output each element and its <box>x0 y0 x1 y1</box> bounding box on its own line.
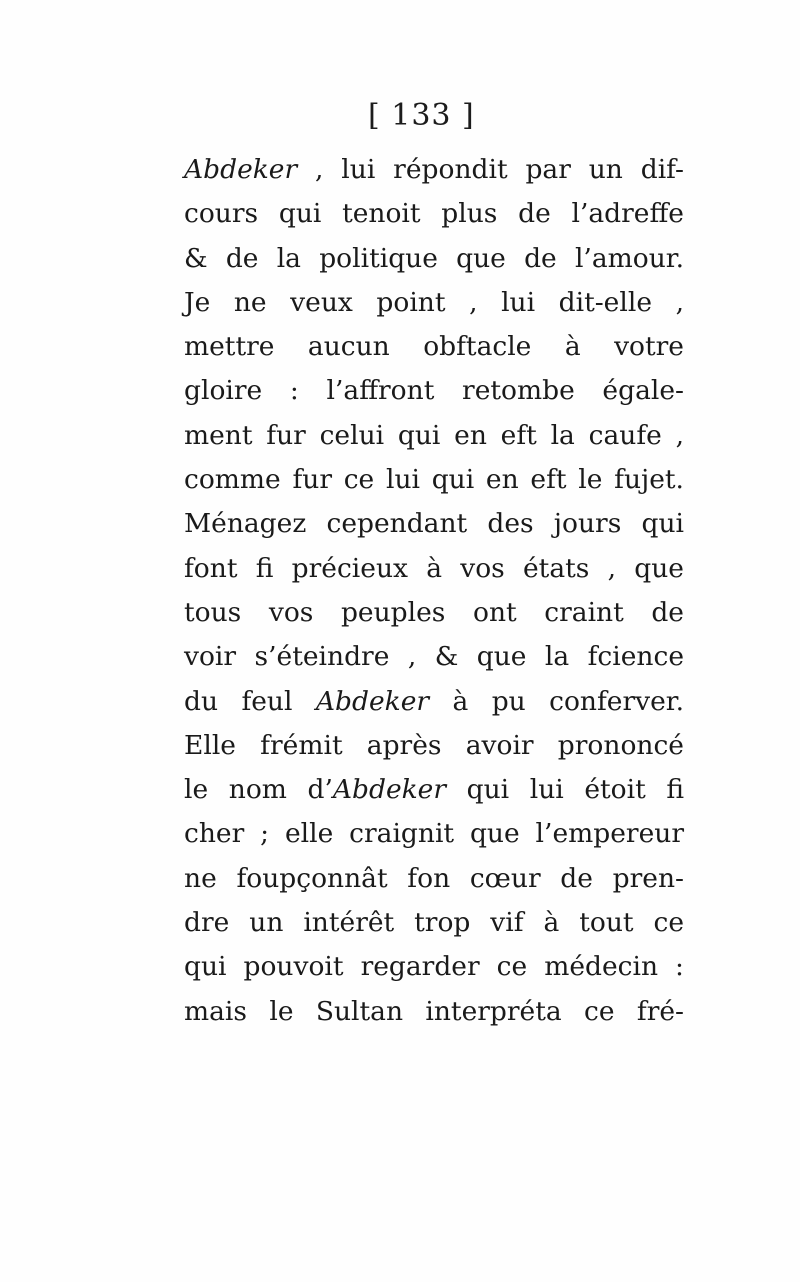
text-line <box>184 458 684 502</box>
text-run: Elle frémit après avoir prononcé <box>184 729 684 761</box>
text-line <box>184 724 684 768</box>
italic-name: Abdeker <box>184 154 298 185</box>
text-line <box>184 547 684 591</box>
text-run: dre un intérêt trop vif à tout ce <box>184 907 684 939</box>
text-run: mais le Sultan interpréta ce fré- <box>184 995 684 1027</box>
text-run: cours qui tenoit plus de l’adreffe <box>184 198 684 230</box>
text-run: voir s’éteindre , & que la fcience <box>184 641 684 673</box>
body-text <box>184 148 684 1034</box>
text-line <box>184 812 684 856</box>
text-run: , lui répondit par un dif- <box>297 154 684 185</box>
text-line <box>184 148 684 192</box>
text-line <box>184 857 684 901</box>
text-run: tous vos peuples ont craint de <box>184 596 684 628</box>
text-line <box>184 901 684 945</box>
text-line <box>184 369 684 413</box>
text-line <box>184 591 684 635</box>
text-line <box>184 192 684 236</box>
text-run: comme fur ce lui qui en eft le fujet. <box>184 464 684 496</box>
text-run: & de la politique que de l’amour. <box>184 242 684 274</box>
text-run: cher ; elle craignit que l’empereur <box>184 818 684 850</box>
text-run: font fi précieux à vos états , que <box>184 552 684 584</box>
text-run: gloire : l’affront retombe égale- <box>184 375 684 407</box>
text-line <box>184 502 684 546</box>
text-run: ment fur celui qui en eft la caufe , <box>184 419 684 451</box>
text-line <box>184 768 684 812</box>
text-line <box>184 325 684 369</box>
text-run: Ménagez cependant des jours qui <box>184 508 684 540</box>
text-line <box>184 680 684 724</box>
text-run: Je ne veux point , lui dit-elle , <box>184 286 684 318</box>
text-line <box>184 990 684 1034</box>
italic-name: Abdeker <box>332 774 447 806</box>
text-line <box>184 281 684 325</box>
page-number: [ 133 ] <box>368 98 475 133</box>
text-run: mettre aucun obftacle à votre <box>184 331 684 363</box>
text-line <box>184 635 684 679</box>
text-run: qui lui étoit fi <box>446 774 684 806</box>
text-run: ne foupçonnât fon cœur de pren- <box>184 862 684 894</box>
text-line <box>184 414 684 458</box>
text-run: qui pouvoit regarder ce médecin : <box>184 951 684 983</box>
text-line <box>184 237 684 281</box>
text-line <box>184 945 684 989</box>
text-run: le nom d’ <box>184 774 333 806</box>
text-run: à pu conferver. <box>429 685 684 717</box>
text-run: du feul <box>184 685 316 717</box>
italic-name: Abdeker <box>315 685 430 717</box>
